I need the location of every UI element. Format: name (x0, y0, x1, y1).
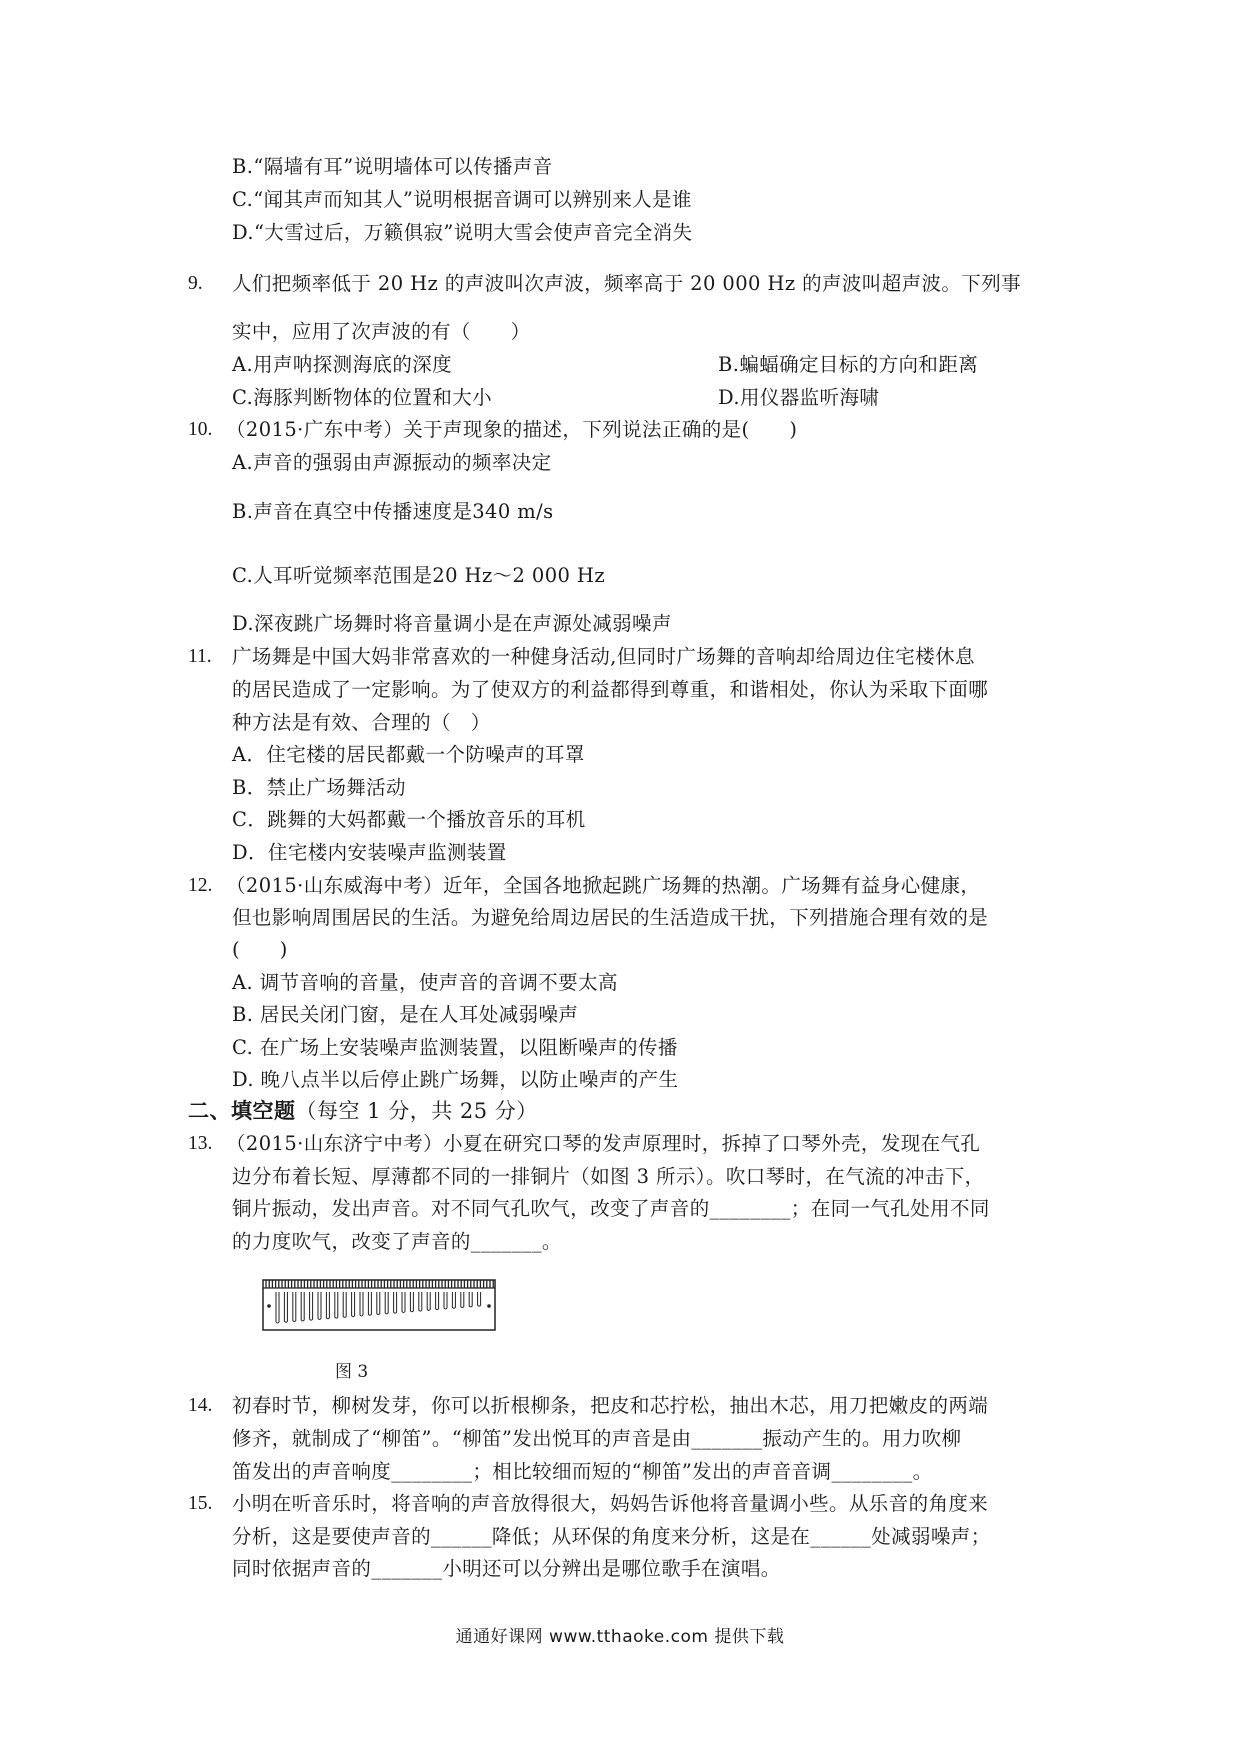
q11-option-a: A．住宅楼的居民都戴一个防噪声的耳罩 (232, 743, 585, 766)
q11-stem-line3: 种方法是有效、合理的（ ） (232, 711, 491, 734)
harmonica-reeds-figure (262, 1276, 498, 1332)
q10-number: 10. (188, 419, 213, 440)
q8-option-c: C.“闻其声而知其人”说明根据音调可以辨别来人是谁 (232, 188, 692, 211)
q12-number: 12. (188, 875, 213, 896)
q14-stem-line3: 笛发出的声音响度________；相比较细而短的“柳笛”发出的声音音调________。 (232, 1460, 933, 1483)
q11-number: 11. (188, 646, 212, 667)
q12-option-c: C. 在广场上安装噪声监测装置，以阻断噪声的传播 (232, 1036, 678, 1059)
q10-option-b: B.声音在真空中传播速度是340 m/s (232, 500, 554, 523)
q9-number: 9. (188, 273, 203, 294)
q14-stem-line2: 修齐，就制成了“柳笛”。“柳笛”发出悦耳的声音是由_______振动产生的。用力吹柳 (232, 1427, 962, 1450)
q15-stem-line3: 同时依据声音的_______小明还可以分辨出是哪位歌手在演唱。 (232, 1557, 781, 1580)
q11-option-d: D．住宅楼内安装噪声监测装置 (232, 841, 507, 864)
q13-stem-line4: 的力度吹气，改变了声音的_______。 (232, 1230, 562, 1253)
q8-option-b: B.“隔墙有耳”说明墙体可以传播声音 (232, 155, 553, 178)
section-title: 二、填空题 (188, 1098, 296, 1123)
q10-stem: （2015·广东中考）关于声现象的描述，下列说法正确的是( ) (226, 418, 798, 441)
q13-stem-line2: 边分布着长短、厚薄都不同的一排铜片（如图 3 所示）。吹口琴时，在气流的冲击下， (232, 1165, 985, 1188)
q9-option-b: B.蝙蝠确定目标的方向和距离 (718, 353, 979, 376)
q13-number: 13. (188, 1133, 213, 1154)
q9-option-d: D.用仪器监听海啸 (718, 386, 880, 409)
q9-stem-line2: 实中，应用了次声波的有（ ） (232, 320, 531, 343)
q13-stem-line3: 铜片振动，发出声音。对不同气孔吹气，改变了声音的________；在同一气孔处用不同 (232, 1197, 990, 1220)
q12-option-d: D. 晚八点半以后停止跳广场舞，以防止噪声的产生 (232, 1068, 679, 1091)
q11-stem-line2: 的居民造成了一定影响。为了使双方的利益都得到尊重，和谐相处，你认为采取下面哪 (232, 678, 989, 701)
q12-stem-line2: 但也影响周围居民的生活。为避免给周边居民的生活造成干扰，下列措施合理有效的是 (232, 906, 989, 929)
q14-stem-line1: 初春时节，柳树发芽，你可以折根柳条，把皮和芯拧松，抽出木芯，用刀把嫩皮的两端 (232, 1394, 989, 1417)
q15-number: 15. (188, 1493, 213, 1514)
q13-stem-line1: （2015·山东济宁中考）小夏在研究口琴的发声原理时，拆掉了口琴外壳，发现在气孔 (226, 1132, 981, 1155)
figure-caption: 图 3 (335, 1362, 369, 1382)
q14-number: 14. (188, 1395, 213, 1416)
q10-option-a: A.声音的强弱由声源振动的频率决定 (232, 451, 552, 474)
section-heading (188, 1098, 538, 1124)
q12-stem-line1: （2015·山东威海中考）近年，全国各地掀起跳广场舞的热潮。广场舞有益身心健康， (226, 874, 981, 897)
q11-stem-line1: 广场舞是中国大妈非常喜欢的一种健身活动,但同时广场舞的音响却给周边住宅楼休息 (232, 645, 975, 668)
q12-option-b: B. 居民关闭门窗，是在人耳处减弱噪声 (232, 1003, 579, 1026)
q11-option-c: C．跳舞的大妈都戴一个播放音乐的耳机 (232, 808, 586, 831)
q12-option-a: A. 调节音响的音量，使声音的音调不要太高 (232, 971, 618, 994)
q8-option-d: D.“大雪过后，万籁俱寂”说明大雪会使声音完全消失 (232, 221, 693, 244)
q10-option-d: D.深夜跳广场舞时将音量调小是在声源处减弱噪声 (232, 612, 672, 635)
q9-stem-line1: 人们把频率低于 20 Hz 的声波叫次声波，频率高于 20 000 Hz 的声波叫超声波。下列事 (232, 272, 1021, 295)
q11-option-b: B．禁止广场舞活动 (232, 776, 406, 799)
q15-stem-line1: 小明在听音乐时，将音响的声音放得很大，妈妈告诉他将音量调小些。从乐音的角度来 (232, 1492, 989, 1515)
q10-option-c: C.人耳听觉频率范围是20 Hz～2 000 Hz (232, 564, 606, 587)
q9-option-c: C.海豚判断物体的位置和大小 (232, 386, 493, 409)
section-subtitle: （每空 1 分，共 25 分） (295, 1099, 538, 1123)
q12-stem-line3: ( ) (232, 938, 288, 961)
page-footer: 通通好课网 www.tthaoke.com 提供下载 (455, 1627, 785, 1647)
q9-option-a: A.用声呐探测海底的深度 (232, 353, 453, 376)
q15-stem-line2: 分析，这是要使声音的______降低；从环保的角度来分析，这是在______处减弱噪声； (232, 1525, 991, 1548)
